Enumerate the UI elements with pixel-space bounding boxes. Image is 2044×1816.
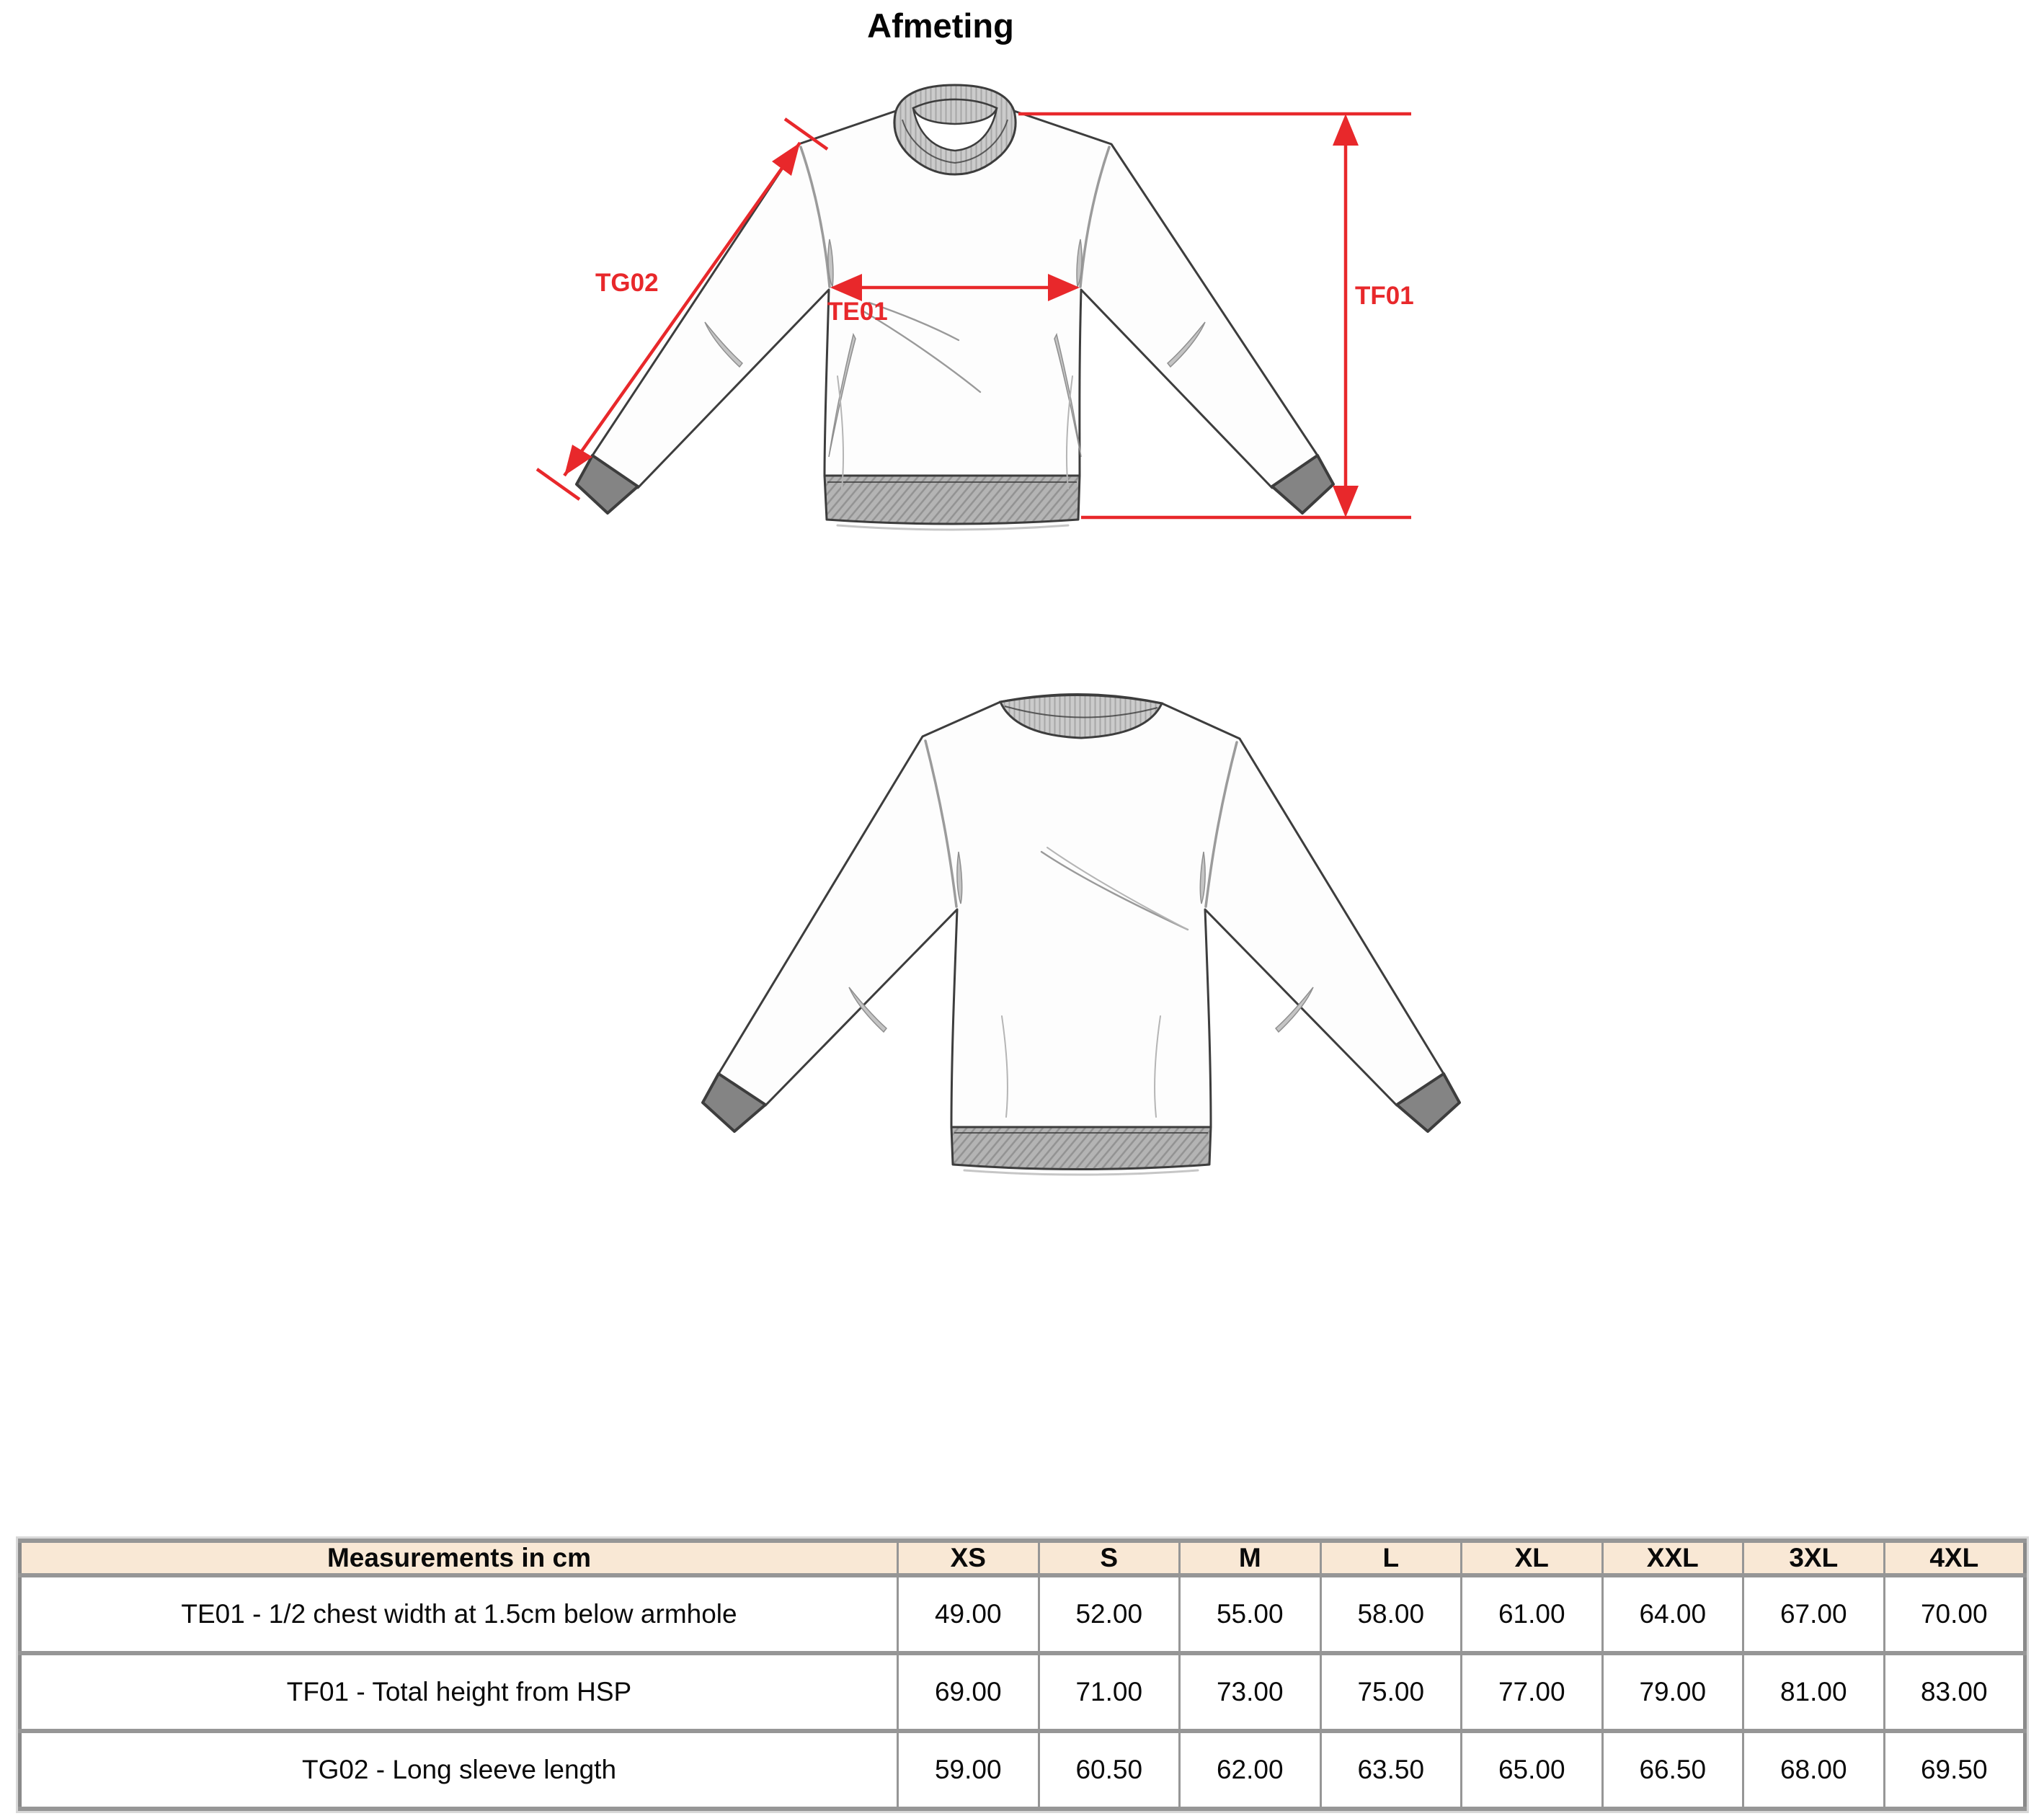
measurement-value-cell: 69.00 [898, 1653, 1039, 1731]
size-column-header: 3XL [1743, 1541, 1885, 1575]
size-column-header: M [1180, 1541, 1321, 1575]
page-title: Afmeting [867, 6, 1014, 45]
table-header-row [20, 1541, 2025, 1575]
measurement-value-cell: 83.00 [1884, 1653, 2025, 1731]
measurement-value-cell: 62.00 [1180, 1731, 1321, 1809]
measurements-table [18, 1539, 2027, 1811]
measurement-value-cell: 69.50 [1884, 1731, 2025, 1809]
measurement-value-cell: 79.00 [1602, 1653, 1743, 1731]
measurement-row-label: TF01 - Total height from HSP [20, 1653, 898, 1731]
measurement-value-cell: 71.00 [1039, 1653, 1180, 1731]
sweater-back-drawing [649, 685, 1514, 1189]
measurement-row-label: TE01 - 1/2 chest width at 1.5cm below armhole [20, 1575, 898, 1653]
back-view-diagram [649, 685, 1514, 1189]
measurement-value-cell: 67.00 [1743, 1575, 1885, 1653]
front-hem-shadow [837, 525, 1068, 530]
sweater-front-drawing [505, 66, 1441, 564]
size-column-header: XXL [1602, 1541, 1743, 1575]
measurement-row-label: TG02 - Long sleeve length [20, 1731, 898, 1809]
tg02-label: TG02 [595, 269, 659, 297]
size-column-header: XL [1462, 1541, 1603, 1575]
measurement-value-cell: 65.00 [1462, 1731, 1603, 1809]
size-column-header: 4XL [1884, 1541, 2025, 1575]
front-hem-band [825, 476, 1080, 524]
measurement-value-cell: 55.00 [1180, 1575, 1321, 1653]
measurement-value-cell: 73.00 [1180, 1653, 1321, 1731]
measurement-value-cell: 70.00 [1884, 1575, 2025, 1653]
measurement-value-cell: 81.00 [1743, 1653, 1885, 1731]
measurement-value-cell: 49.00 [898, 1575, 1039, 1653]
measurement-value-cell: 60.50 [1039, 1731, 1180, 1809]
measurement-value-cell: 75.00 [1320, 1653, 1462, 1731]
measurement-value-cell: 68.00 [1743, 1731, 1885, 1809]
table-row [20, 1575, 2025, 1653]
sweater-back-body [719, 694, 1444, 1127]
size-column-header: XS [898, 1541, 1039, 1575]
measurement-value-cell: 63.50 [1320, 1731, 1462, 1809]
measurement-value-cell: 52.00 [1039, 1575, 1180, 1653]
measurement-value-cell: 58.00 [1320, 1575, 1462, 1653]
size-column-header: S [1039, 1541, 1180, 1575]
measurement-value-cell: 61.00 [1462, 1575, 1603, 1653]
table-row [20, 1653, 2025, 1731]
measurement-value-cell: 59.00 [898, 1731, 1039, 1809]
table-row [20, 1731, 2025, 1809]
measurement-value-cell: 66.50 [1602, 1731, 1743, 1809]
measurement-value-cell: 64.00 [1602, 1575, 1743, 1653]
tf01-label: TF01 [1355, 282, 1414, 310]
table-header-measurements: Measurements in cm [20, 1541, 898, 1575]
back-hem-shadow [964, 1170, 1198, 1175]
te01-label: TE01 [827, 298, 888, 326]
front-view-diagram [505, 66, 1441, 564]
measurements-table-container [18, 1539, 2027, 1811]
measurement-value-cell: 77.00 [1462, 1653, 1603, 1731]
size-column-header: L [1320, 1541, 1462, 1575]
